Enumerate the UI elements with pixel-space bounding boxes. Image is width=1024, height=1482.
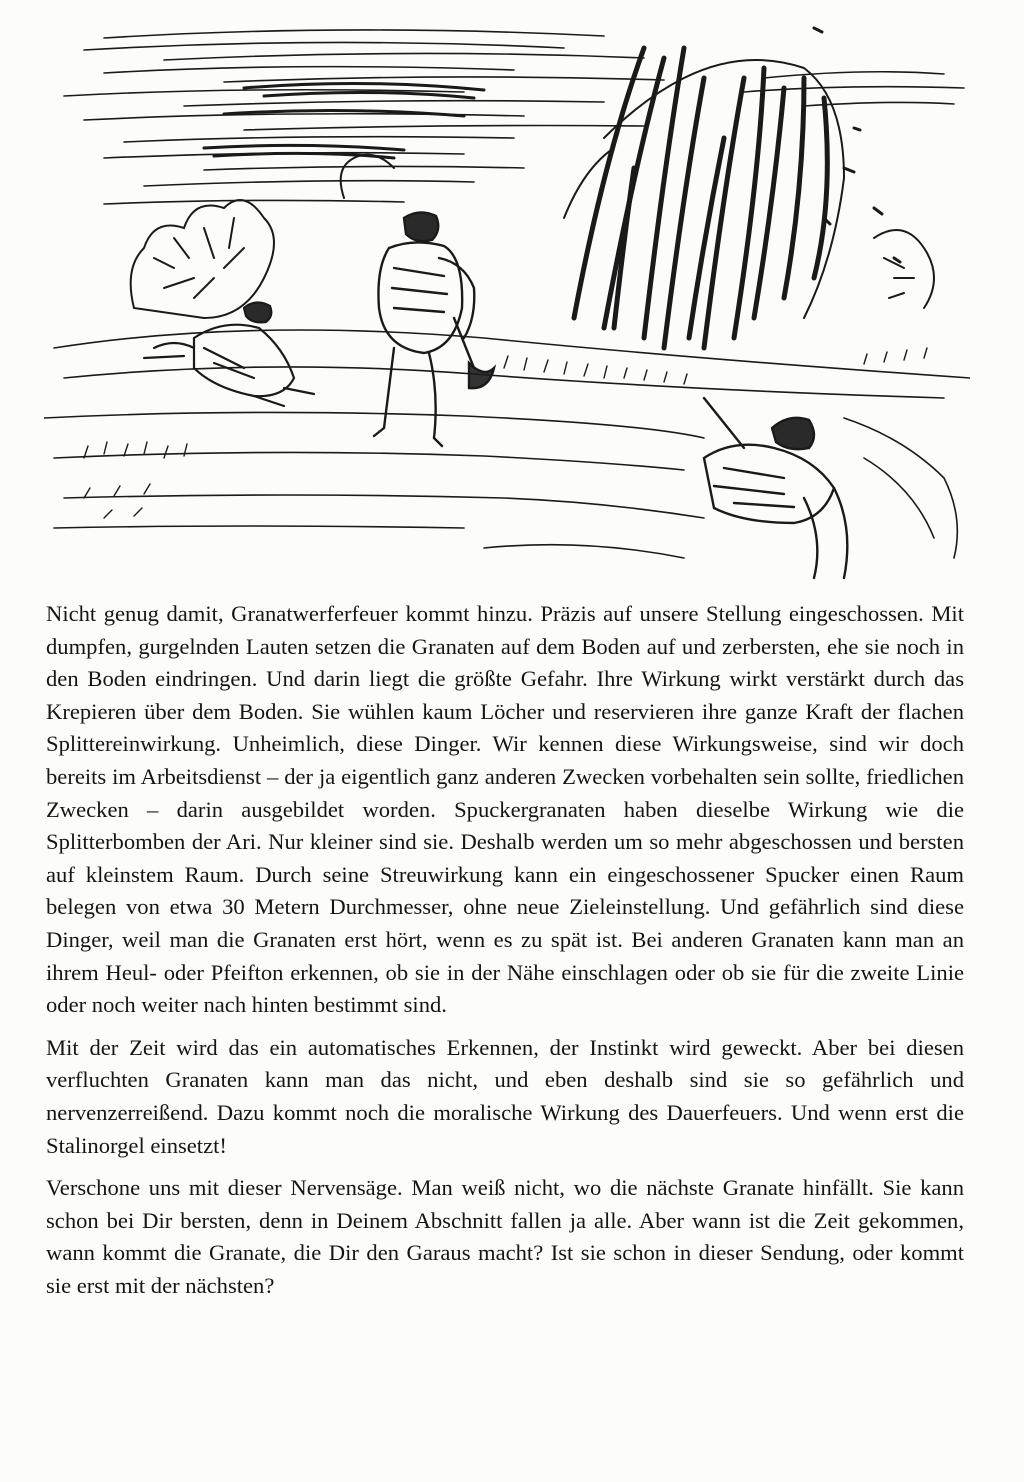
- paragraph-1: Nicht genug damit, Granatwerferfeuer kommt hinzu. Präzis auf unsere Stellung eingeschossen. Mit dumpfen, gurgelnden Lauten setzen die Granaten auf dem Boden auf und zerbersten, ehe sie noch in den Boden eindringen. Und darin liegt die größte Gefahr. Ihre Wirkung wirkt verstärkt durch das Krepieren über dem Boden. Sie wühlen kaum Löcher und reservieren ihre ganze Kraft der flachen Splittereinwirkung. Unheimlich, diese Dinger. Wir kennen diese Wirkungsweise, sind wir doch bereits im Arbeitsdienst – der ja eigentlich ganz anderen Zwecken vorbehalten sein sollte, friedlichen Zwecken – darin ausgebildet worden. Spuckergranaten haben dieselbe Wirkung wie die Splitterbomben der Ari. Nur kleiner sind sie. Deshalb werden um so mehr abgeschossen und bersten auf kleinstem Raum. Durch seine Streuwirkung kann ein eingeschossener Spucker einen Raum belegen von etwa 30 Metern Durchmesser, ohne neue Zieleinstellung. Und gefährlich sind diese Dinger, weil man die Granaten erst hört, wenn es zu spät ist. Bei anderen Granaten kann man an ihrem Heul- oder Pfeifton erkennen, ob sie in der Nähe einschlagen oder ob sie für die zweite Linie oder noch weiter nach hinten bestimmt sind.: [46, 601, 964, 1018]
- body-text: [46, 598, 964, 1312]
- paragraph-2: Mit der Zeit wird das ein automatisches Erkennen, der Instinkt wird geweckt. Aber bei diesen verfluchten Granaten kann man das nicht, und eben deshalb sind sie so gefährlich und nervenzerreißend. Dazu kommt noch die moralische Wirkung des Dauerfeuers. Und wenn erst die Stalinorgel einsetzt!: [46, 1034, 964, 1158]
- battle-scene-illustration: [44, 18, 970, 580]
- ink-drawing: [44, 18, 970, 580]
- explosion-plume: [574, 48, 827, 348]
- dark-clouds: [204, 83, 484, 158]
- paragraph-3: Verschone uns mit dieser Nervensäge. Man weiß nicht, wo die nächste Granate hinfällt. Sie kann schon bei Dir bersten, denn in Deinem Abschnitt fallen ja alle. Aber wann ist die Zeit gekommen, wann kommt die Granate, die Dir den Garaus macht? Ist sie schon in dieser Sendung, oder kommt sie erst mit der nächsten?: [46, 1175, 964, 1298]
- ground-hatching: [44, 330, 970, 558]
- soldier-center: [374, 212, 494, 446]
- bushes: [131, 155, 934, 318]
- soldier-foxhole: [704, 398, 847, 578]
- soldier-crawling: [144, 302, 314, 406]
